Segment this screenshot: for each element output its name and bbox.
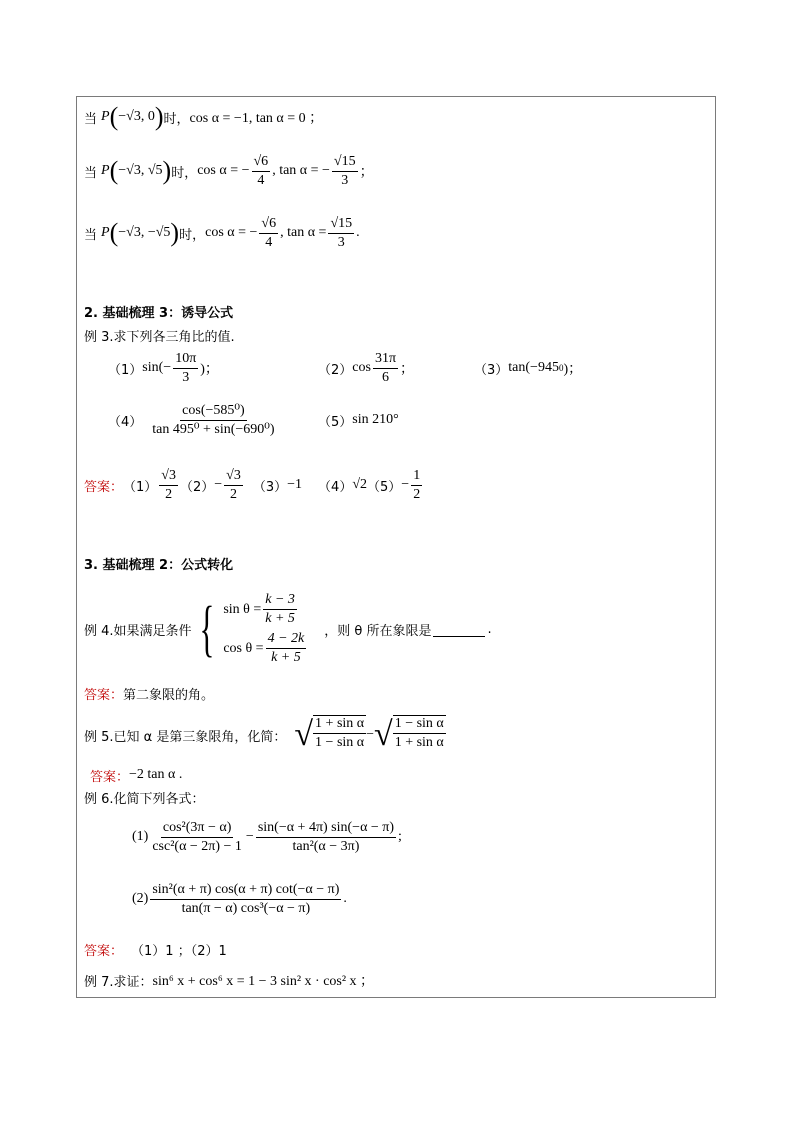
equation-row-sin (223, 592, 308, 627)
numerator: √15 (332, 154, 358, 172)
identity-expression: sin⁶ x + cos⁶ x = 1 − 3 sin² x · cos² x ； (152, 974, 375, 989)
tan-fraction (328, 216, 354, 251)
numerator: √15 (328, 216, 354, 234)
case-prefix: 当 (84, 165, 98, 181)
tan-fraction (332, 154, 358, 189)
line-end: . (356, 225, 360, 240)
case-mid: 时， (171, 165, 198, 181)
example-question: ，则 θ 所在象限是 (324, 623, 432, 639)
answer-label: 答案： (84, 943, 124, 959)
radical-sign: √ (374, 716, 393, 753)
answer-label: 答案： (90, 769, 130, 785)
expr-post: )； (563, 362, 583, 377)
expr-pre: cos (352, 360, 371, 375)
point-case-3 (84, 212, 360, 254)
example-4-answer (84, 684, 214, 702)
denominator: 6 (381, 369, 389, 385)
line-end: ； (359, 165, 374, 180)
expr: sin 210° (352, 412, 399, 427)
minus-sign: − (366, 727, 375, 742)
close-paren: ) (170, 218, 180, 247)
tan-lhs: , tan α = − (272, 163, 330, 178)
denominator: 1 + sin α (394, 735, 444, 750)
example-3-item-5 (318, 410, 399, 430)
denominator: 3 (341, 172, 349, 188)
fraction (373, 351, 398, 386)
sqrt-2 (374, 715, 446, 755)
numerator: √6 (252, 154, 271, 172)
example-6-part-2 (132, 876, 347, 922)
example-3-prompt: 例 3.求下列各三角比的值. (84, 329, 235, 345)
numerator: 4 − 2k (266, 631, 307, 649)
equation-system (223, 592, 308, 666)
fraction (159, 468, 178, 503)
fraction (263, 592, 297, 627)
radical-sign: √ (294, 716, 314, 753)
numerator: 1 (411, 468, 422, 486)
numerator: √3 (159, 468, 178, 486)
fraction (173, 351, 198, 386)
answer-item-label: （3） (252, 479, 288, 495)
denominator: 4 (265, 234, 273, 250)
item-label: （4） (108, 414, 143, 430)
denominator: 2 (165, 486, 173, 502)
minus-sign: − (245, 829, 254, 844)
answer-blank (433, 622, 485, 637)
case-prefix: 当 (84, 227, 98, 243)
example-4 (84, 586, 492, 672)
close-paren: ) (154, 102, 164, 131)
tan-lhs: , tan α = (280, 225, 327, 240)
point-coords: −√3, 0 (118, 109, 155, 124)
part-label: (2) (132, 891, 149, 906)
example-3-item-2 (318, 348, 414, 388)
part-label: (1) (132, 829, 149, 844)
denominator: 2 (230, 486, 238, 502)
item-label: （5） (318, 414, 353, 430)
numerator: cos(−585⁰) (180, 403, 247, 421)
numerator: 1 − sin α (393, 716, 446, 734)
answer-label: 答案： (84, 687, 124, 703)
answer-text: −2 tan α . (129, 767, 183, 782)
item-label: （3） (474, 362, 509, 378)
sign: − (401, 477, 410, 492)
example-3-item-3 (474, 358, 582, 378)
numerator: √3 (224, 468, 243, 486)
denominator: tan(π − α) cos³(−α − π) (181, 900, 311, 916)
numerator: √6 (259, 216, 278, 234)
denominator: tan 495⁰ + sin(−690⁰) (152, 421, 275, 437)
numerator: cos²(3π − α) (161, 820, 233, 838)
expr-pre: sin(− (142, 360, 172, 375)
line-end: ; (398, 829, 402, 844)
denominator: 3 (337, 234, 345, 250)
fraction (150, 882, 341, 917)
expr: tan(−945 (508, 360, 559, 375)
fraction (224, 468, 243, 503)
answer-item-label: （4） (318, 479, 353, 495)
example-7 (84, 970, 374, 990)
denominator: tan²(α − 3π) (292, 838, 360, 854)
denominator: 2 (413, 486, 421, 502)
point-label: P (101, 225, 110, 240)
point-label: P (101, 163, 110, 178)
equation-row-cos (223, 631, 308, 666)
answer-item-label: （2） (179, 479, 215, 495)
open-paren: ( (109, 102, 119, 131)
cos-lhs: cos α = − (197, 163, 250, 178)
numerator: sin(−α + 4π) sin(−α − π) (256, 820, 396, 838)
case-mid: 时， (179, 227, 206, 243)
example-5 (84, 712, 446, 758)
line-end: . (343, 891, 347, 906)
example-prefix: 例 5.已知 α 是第三象限角，化简： (84, 729, 287, 745)
close-paren: ) (162, 156, 172, 185)
fraction (393, 715, 446, 751)
item-label: （2） (318, 362, 353, 378)
denominator: k + 5 (271, 650, 301, 665)
point-case-2 (84, 150, 374, 192)
numerator: k − 3 (263, 592, 297, 610)
denominator: k + 5 (265, 611, 295, 626)
fraction (411, 468, 422, 503)
example-3-answer (84, 464, 424, 506)
expr-post: )； (200, 362, 219, 377)
answer-label: 答案： (84, 479, 124, 495)
cos-fraction (252, 154, 271, 189)
cos-fraction (259, 216, 278, 251)
fraction (150, 403, 276, 438)
numerator: 10π (173, 351, 198, 369)
sign: − (214, 477, 223, 492)
example-prefix: 例 7.求证： (84, 974, 153, 990)
answer-text: （1）1 ；（2）1 (131, 943, 227, 959)
answer-text: 第二象限的角。 (123, 687, 215, 703)
point-coords: −√3, √5 (118, 163, 163, 178)
item-label: （1） (108, 362, 143, 378)
denominator: 1 − sin α (315, 735, 365, 750)
sin-lhs: sin θ = (223, 601, 262, 617)
numerator: 1 + sin α (313, 716, 366, 734)
open-paren: ( (109, 156, 119, 185)
example-6-answer (84, 940, 227, 958)
fraction (256, 820, 396, 855)
expr-post: ； (400, 362, 415, 377)
answer-value: √2 (352, 477, 368, 492)
example-3-item-4 (108, 400, 279, 440)
example-5-answer (90, 766, 182, 784)
line-end: . (487, 621, 492, 637)
degree-sup: 0 (558, 363, 564, 373)
case-prefix: 当 (84, 111, 98, 127)
point-case-1 (84, 104, 323, 130)
example-3-item-1 (108, 348, 219, 388)
denominator: 3 (182, 369, 190, 385)
answer-value: −1 (287, 477, 303, 492)
example-prefix: 例 4.如果满足条件 (84, 623, 192, 639)
numerator: sin²(α + π) cos(α + π) cot(−α − π) (150, 882, 341, 900)
point-label: P (101, 109, 110, 124)
point-coords: −√3, −√5 (118, 225, 171, 240)
sqrt-1 (294, 715, 366, 755)
cos-lhs: cos θ = (223, 640, 264, 656)
fraction (313, 715, 366, 751)
fraction (150, 820, 244, 855)
denominator: csc²(α − 2π) − 1 (152, 838, 242, 854)
numerator: 31π (373, 351, 398, 369)
system-brace: { (198, 595, 214, 663)
section-2-heading: 2. 基础梳理 3：诱导公式 (84, 305, 234, 321)
case-mid: 时， (163, 111, 190, 127)
answer-item-label: （5） (367, 479, 402, 495)
answer-item-label: （1） (123, 479, 158, 495)
fraction (266, 631, 307, 666)
case-result: cos α = −1, tan α = 0 ； (189, 111, 324, 126)
example-6-prompt: 例 6.化简下列各式： (84, 791, 205, 807)
cos-lhs: cos α = − (205, 225, 258, 240)
open-paren: ( (109, 218, 119, 247)
section-3-heading: 3. 基础梳理 2：公式转化 (84, 557, 234, 573)
denominator: 4 (257, 172, 265, 188)
example-6-part-1 (132, 814, 402, 860)
